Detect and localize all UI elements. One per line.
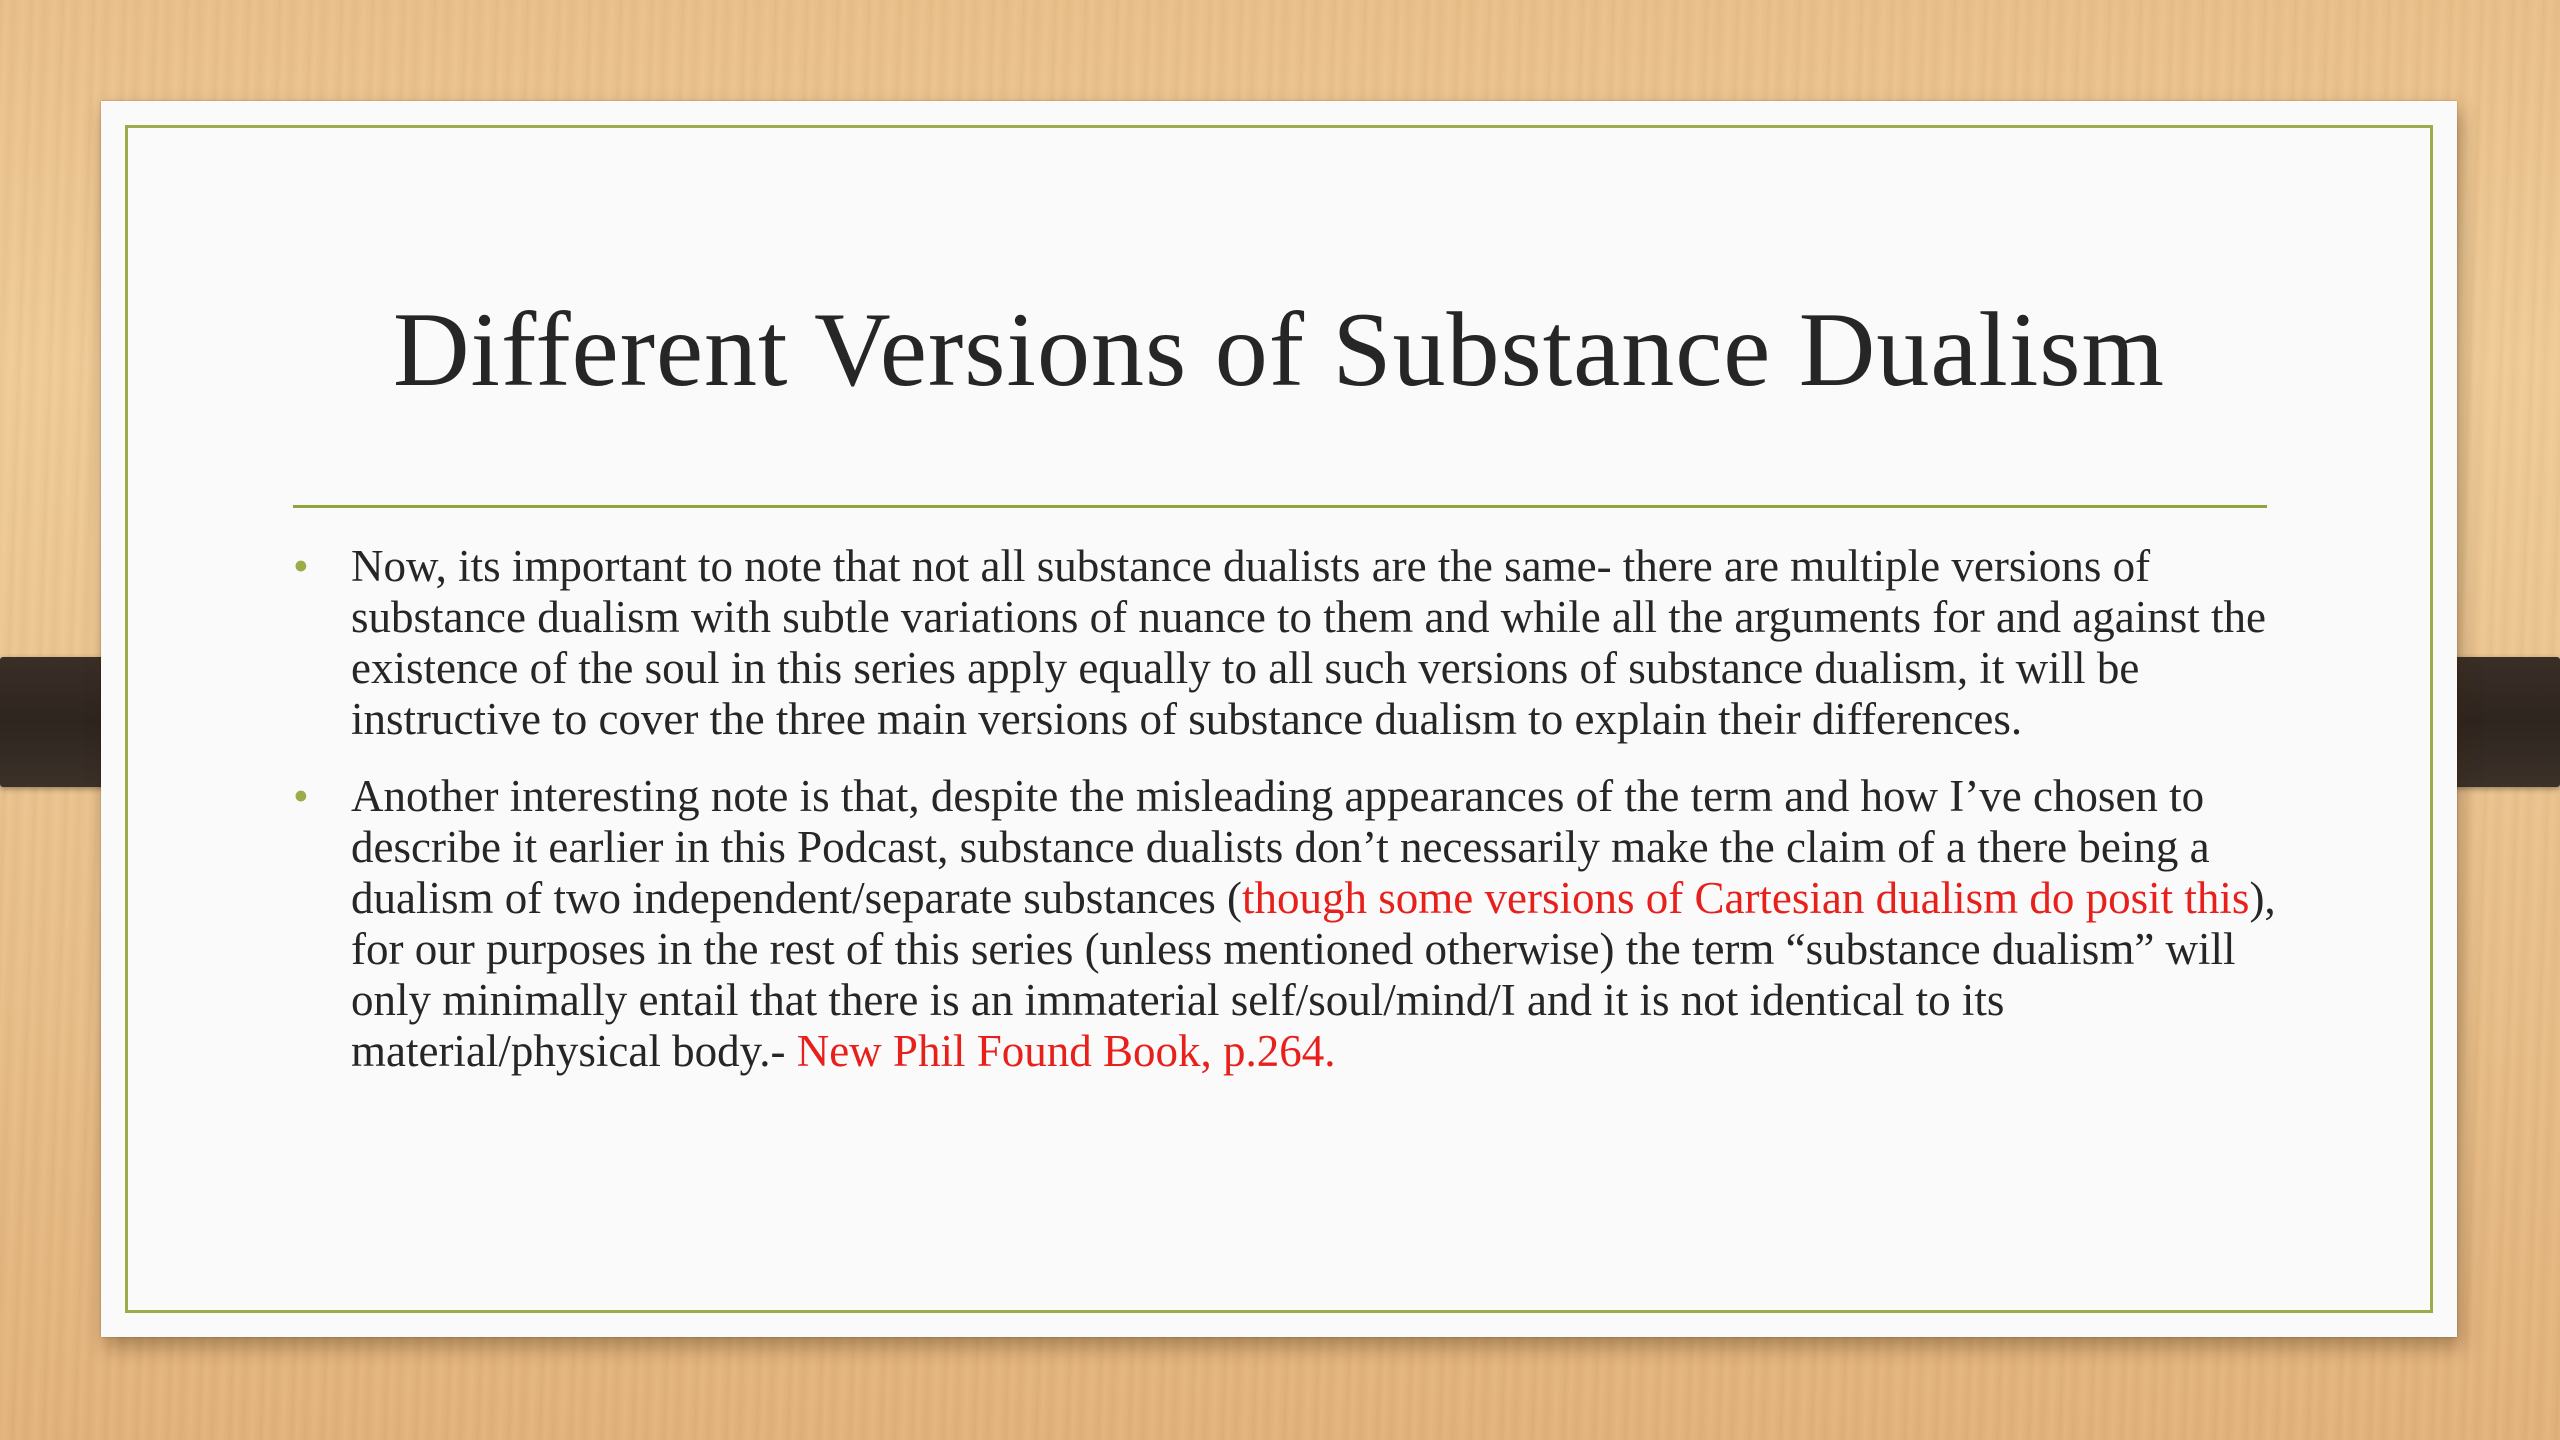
slide (101, 101, 2457, 1337)
bullet-2-text-part1: Another interesting note is that, despite the misleading appearances of the term and how I’ve chosen to describe it earlier in this Podcast, substance dualists don’t necessarily make the claim of a there being a dualism of two independent/separate substances ( (351, 771, 2210, 923)
bullet-2-citation: New Phil Found Book, p.264. (796, 1026, 1336, 1076)
slide-title: Different Versions of Substance Dualism (392, 291, 2165, 408)
bullet-list (293, 541, 2293, 1103)
bullet-2-red-note: though some versions of Cartesian dualism do posit this (1242, 873, 2250, 923)
bullet-item-2 (293, 771, 2293, 1077)
bullet-dot-icon: • (293, 541, 309, 591)
bullet-item-1 (293, 541, 2293, 745)
bullet-1-text: Now, its important to note that not all substance dualists are the same- there are multiple versions of substance dualism with subtle variations of nuance to them and while all the arguments for and against the existence of the soul in this series apply equally to all such versions of substance dualism, it will be instructive to cover the three main versions of substance dualism to explain their differences. (351, 541, 2266, 744)
bullet-dot-icon: • (293, 771, 309, 821)
bullet-2-text-part2: ), for our purposes in the rest of this series (unless mentioned otherwise) the term “substance dualism” will only minimally entail that there is an immaterial self/soul/mind/I and it is not identical to its material/physical body.- (351, 873, 2276, 1076)
title-divider (293, 505, 2267, 508)
